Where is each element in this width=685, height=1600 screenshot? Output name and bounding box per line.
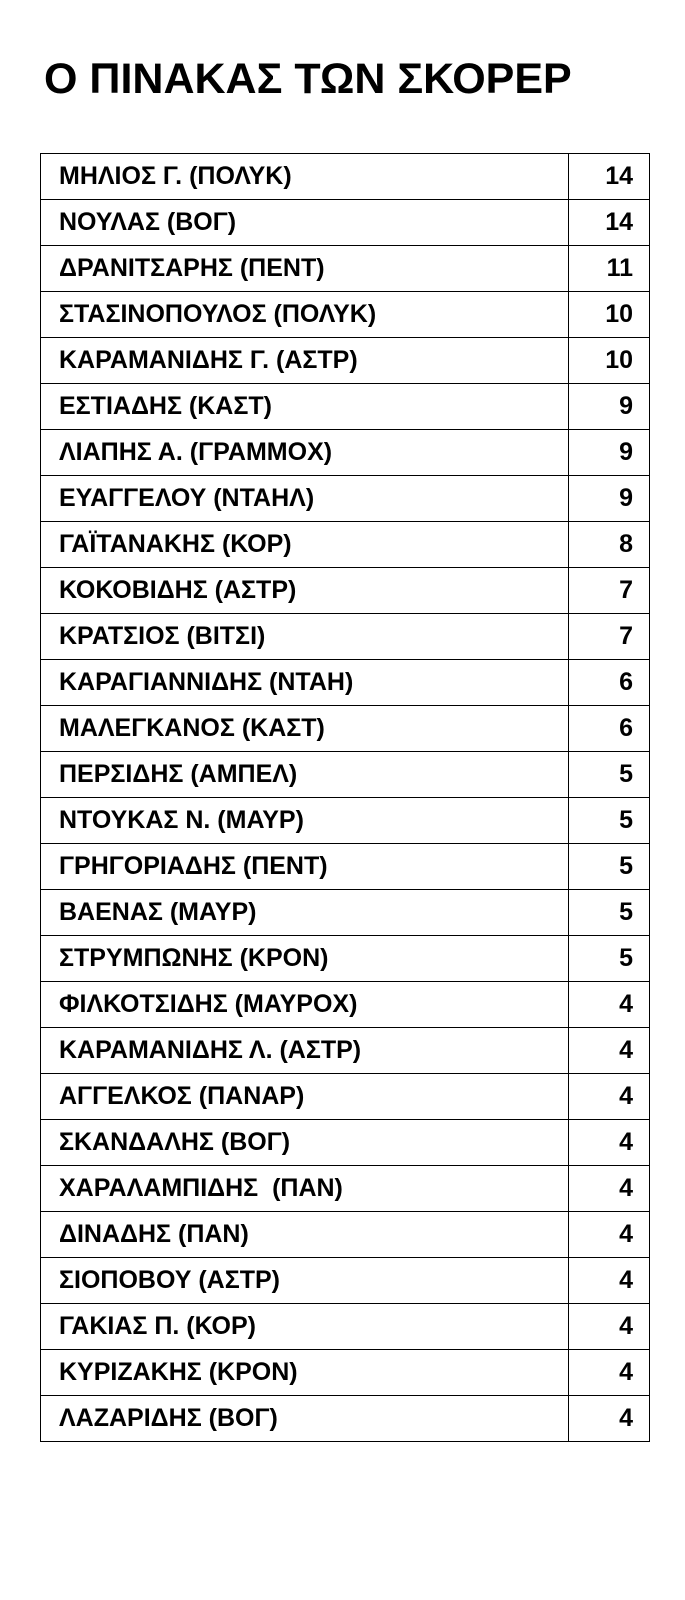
- table-row: [41, 522, 650, 568]
- scorer-name-cell: ΔΡΑΝΙΤΣΑΡΗΣ (ΠΕΝΤ): [41, 246, 569, 292]
- table-row: [41, 292, 650, 338]
- scorer-name-cell: ΜΑΛΕΓΚΑΝΟΣ (ΚΑΣΤ): [41, 706, 569, 752]
- goals-cell: 9: [569, 430, 650, 476]
- scorer-name-cell: ΒΑΕΝΑΣ (ΜΑΥΡ): [41, 890, 569, 936]
- goals-cell: 8: [569, 522, 650, 568]
- table-row: [41, 1396, 650, 1442]
- table-row: [41, 660, 650, 706]
- table-row: [41, 798, 650, 844]
- goals-cell: 14: [569, 200, 650, 246]
- scorer-name-cell: ΛΙΑΠΗΣ Α. (ΓΡΑΜΜΟΧ): [41, 430, 569, 476]
- table-row: [41, 154, 650, 200]
- table-row: [41, 568, 650, 614]
- table-row: [41, 1074, 650, 1120]
- table-row: [41, 890, 650, 936]
- scorer-name-cell: ΓΑΪΤΑΝΑΚΗΣ (ΚΟΡ): [41, 522, 569, 568]
- goals-cell: 5: [569, 890, 650, 936]
- scorer-name-cell: ΛΑΖΑΡΙΔΗΣ (ΒΟΓ): [41, 1396, 569, 1442]
- scorer-name-cell: ΜΗΛΙΟΣ Γ. (ΠΟΛΥΚ): [41, 154, 569, 200]
- table-row: [41, 338, 650, 384]
- table-row: [41, 1212, 650, 1258]
- scorer-name-cell: ΚΑΡΑΜΑΝΙΔΗΣ Λ. (ΑΣΤΡ): [41, 1028, 569, 1074]
- table-row: [41, 1028, 650, 1074]
- table-row: [41, 1304, 650, 1350]
- scorer-name-cell: ΚΥΡΙΖΑΚΗΣ (ΚΡΟΝ): [41, 1350, 569, 1396]
- goals-cell: 6: [569, 706, 650, 752]
- goals-cell: 10: [569, 292, 650, 338]
- goals-cell: 14: [569, 154, 650, 200]
- goals-cell: 11: [569, 246, 650, 292]
- table-row: [41, 1350, 650, 1396]
- table-row: [41, 936, 650, 982]
- scorer-name-cell: ΣΤΡΥΜΠΩΝΗΣ (ΚΡΟΝ): [41, 936, 569, 982]
- goals-cell: 7: [569, 568, 650, 614]
- goals-cell: 4: [569, 1258, 650, 1304]
- table-row: [41, 246, 650, 292]
- scorers-table-body: [41, 154, 650, 1442]
- scorer-name-cell: ΣΙΟΠΟΒΟΥ (ΑΣΤΡ): [41, 1258, 569, 1304]
- goals-cell: 5: [569, 844, 650, 890]
- scorer-name-cell: ΝΟΥΛΑΣ (ΒΟΓ): [41, 200, 569, 246]
- scorer-name-cell: ΝΤΟΥΚΑΣ Ν. (ΜΑΥΡ): [41, 798, 569, 844]
- goals-cell: 4: [569, 1396, 650, 1442]
- table-row: [41, 614, 650, 660]
- goals-cell: 5: [569, 798, 650, 844]
- scorer-name-cell: ΓΡΗΓΟΡΙΑΔΗΣ (ΠΕΝΤ): [41, 844, 569, 890]
- scorer-name-cell: ΚΡΑΤΣΙΟΣ (ΒΙΤΣΙ): [41, 614, 569, 660]
- scorer-name-cell: ΦΙΛΚΟΤΣΙΔΗΣ (ΜΑΥΡΟΧ): [41, 982, 569, 1028]
- table-row: [41, 1120, 650, 1166]
- goals-cell: 4: [569, 982, 650, 1028]
- scorer-name-cell: ΕΣΤΙΑΔΗΣ (ΚΑΣΤ): [41, 384, 569, 430]
- scorers-table: [40, 153, 650, 1442]
- goals-cell: 9: [569, 476, 650, 522]
- scorer-name-cell: ΚΟΚΟΒΙΔΗΣ (ΑΣΤΡ): [41, 568, 569, 614]
- goals-cell: 5: [569, 752, 650, 798]
- goals-cell: 10: [569, 338, 650, 384]
- table-row: [41, 982, 650, 1028]
- goals-cell: 4: [569, 1350, 650, 1396]
- goals-cell: 4: [569, 1212, 650, 1258]
- table-row: [41, 384, 650, 430]
- goals-cell: 5: [569, 936, 650, 982]
- scorer-name-cell: ΣΤΑΣΙΝΟΠΟΥΛΟΣ (ΠΟΛΥΚ): [41, 292, 569, 338]
- goals-cell: 4: [569, 1304, 650, 1350]
- scorer-name-cell: ΔΙΝΑΔΗΣ (ΠΑΝ): [41, 1212, 569, 1258]
- goals-cell: 4: [569, 1074, 650, 1120]
- goals-cell: 4: [569, 1120, 650, 1166]
- scorer-name-cell: ΣΚΑΝΔΑΛΗΣ (ΒΟΓ): [41, 1120, 569, 1166]
- table-row: [41, 706, 650, 752]
- goals-cell: 4: [569, 1166, 650, 1212]
- scorer-name-cell: ΑΓΓΕΛΚΟΣ (ΠΑΝΑΡ): [41, 1074, 569, 1120]
- scorer-name-cell: ΕΥΑΓΓΕΛΟΥ (ΝΤΑΗΛ): [41, 476, 569, 522]
- goals-cell: 6: [569, 660, 650, 706]
- table-row: [41, 844, 650, 890]
- scorer-name-cell: ΠΕΡΣΙΔΗΣ (ΑΜΠΕΛ): [41, 752, 569, 798]
- scorer-name-cell: ΓΑΚΙΑΣ Π. (ΚΟΡ): [41, 1304, 569, 1350]
- goals-cell: 4: [569, 1028, 650, 1074]
- table-row: [41, 476, 650, 522]
- goals-cell: 9: [569, 384, 650, 430]
- table-row: [41, 1258, 650, 1304]
- table-row: [41, 1166, 650, 1212]
- table-row: [41, 430, 650, 476]
- table-row: [41, 200, 650, 246]
- goals-cell: 7: [569, 614, 650, 660]
- page-title: Ο ΠΙΝΑΚΑΣ ΤΩΝ ΣΚΟΡΕΡ: [44, 55, 572, 103]
- scorer-name-cell: ΧΑΡΑΛΑΜΠΙΔΗΣ (ΠΑΝ): [41, 1166, 569, 1212]
- scorer-name-cell: ΚΑΡΑΓΙΑΝΝΙΔΗΣ (ΝΤΑΗ): [41, 660, 569, 706]
- scorer-name-cell: ΚΑΡΑΜΑΝΙΔΗΣ Γ. (ΑΣΤΡ): [41, 338, 569, 384]
- table-row: [41, 752, 650, 798]
